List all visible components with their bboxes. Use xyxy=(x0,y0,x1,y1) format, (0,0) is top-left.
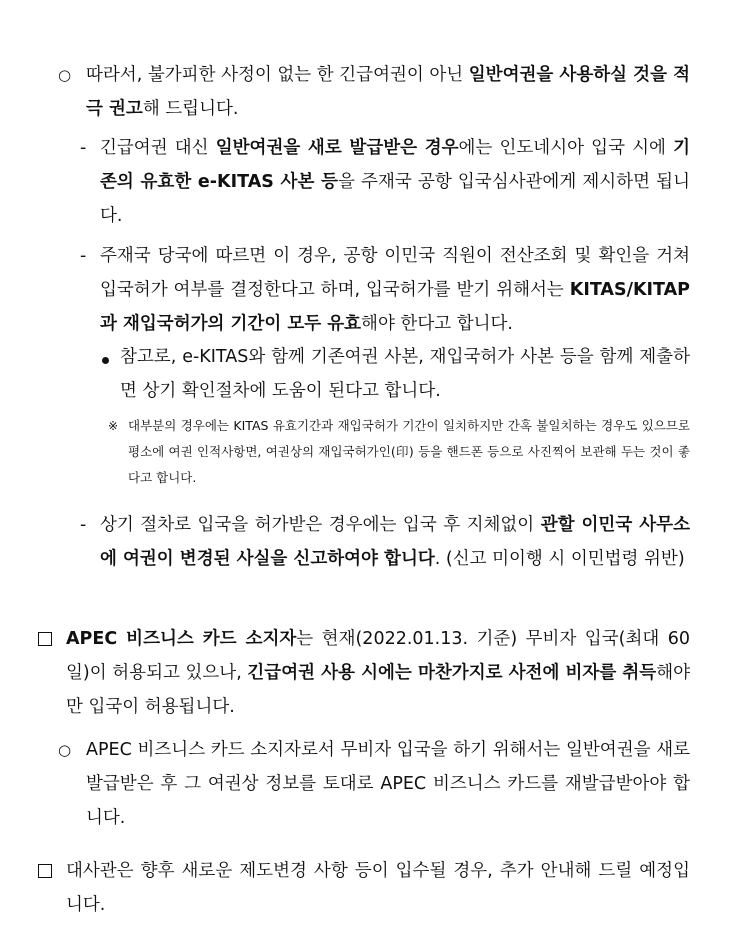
square-bullet xyxy=(38,632,52,646)
text: 따라서, 불가피한 사정이 없는 한 긴급여권이 아닌 xyxy=(86,65,469,85)
apec-paragraph xyxy=(66,622,690,724)
text: 긴급여권 대신 xyxy=(100,138,216,158)
bold-text: 긴급여권 사용 시에는 마찬가지로 사전에 비자를 취득 xyxy=(247,663,657,683)
note-marker: ※ xyxy=(108,419,119,433)
authority-paragraph xyxy=(100,239,690,341)
text: 을 주재국 공항 입국심사관에게 제시하면 됩니다. xyxy=(100,172,690,226)
dash-bullet: - xyxy=(80,246,87,266)
text: 주재국 당국에 따르면 이 경우, 공항 이민국 직원이 전산조회 및 확인을 거쳐 입국허가 여부를 결정한다고 하며, 입국허가를 받기 위해서는 xyxy=(100,246,690,300)
text: 는 현재(2022.01.13. 기준) 무비자 입국(최대 60일)이 허용되고 있으나, xyxy=(66,629,690,683)
circle-bullet: ○ xyxy=(58,741,72,759)
text: 해야만 입국이 허용됩니다. xyxy=(66,663,690,717)
dash-bullet: - xyxy=(80,515,87,535)
apec-reissue-paragraph: APEC 비즈니스 카드 소지자로서 무비자 입국을 하기 위해서는 일반여권을 새로 발급받은 후 그 여권상 정보를 토대로 APEC 비즈니스 카드를 재발급받아야 합니다. xyxy=(86,740,690,828)
bold-text: APEC 비즈니스 카드 소지자 xyxy=(66,629,297,649)
report-paragraph xyxy=(100,508,690,576)
note-paragraph: 대부분의 경우에는 KITAS 유효기간과 재입국허가 기간이 일치하지만 간혹 불일치하는 경우도 있으므로 평소에 여권 인적사항면, 여권상의 재입국허가인(印) 등을 핸드폰 등으로 사진찍어 보관해 두는 것이 좋다고 합니다. xyxy=(128,418,690,485)
dot-bullet xyxy=(102,357,109,364)
recommendation-paragraph xyxy=(86,58,690,126)
embassy-notice-paragraph: 대사관은 향후 새로운 제도변경 사항 등이 입수될 경우, 추가 안내해 드릴 예정입니다. xyxy=(66,861,690,915)
text: 해 드립니다. xyxy=(142,99,239,119)
square-bullet xyxy=(38,864,52,878)
text: 해야 한다고 합니다. xyxy=(361,314,513,334)
new-passport-paragraph xyxy=(100,131,690,233)
circle-bullet: ○ xyxy=(58,66,72,84)
text: 상기 절차로 입국을 허가받은 경우에는 입국 후 지체없이 xyxy=(100,515,541,535)
reference-paragraph: 참고로, e-KITAS와 함께 기존여권 사본, 재입국허가 사본 등을 함께 제출하면 상기 확인절차에 도움이 된다고 합니다. xyxy=(120,347,690,401)
bold-text: 기존의 유효한 e-KITAS 사본 등 xyxy=(100,138,690,192)
text: . (신고 미이행 시 이민법령 위반) xyxy=(434,549,685,569)
bold-text: 관할 이민국 사무소에 여권이 변경된 사실을 신고하여야 합니다 xyxy=(100,515,690,569)
bold-text: KITAS/KITAP과 재입국허가의 기간이 모두 유효 xyxy=(100,280,690,334)
bold-text: 일반여권을 사용하실 것을 적극 권고 xyxy=(86,65,690,119)
text: 에는 인도네시아 입국 시에 xyxy=(458,138,674,158)
dash-bullet: - xyxy=(80,138,87,158)
bold-text: 일반여권을 새로 발급받은 경우 xyxy=(215,138,459,158)
